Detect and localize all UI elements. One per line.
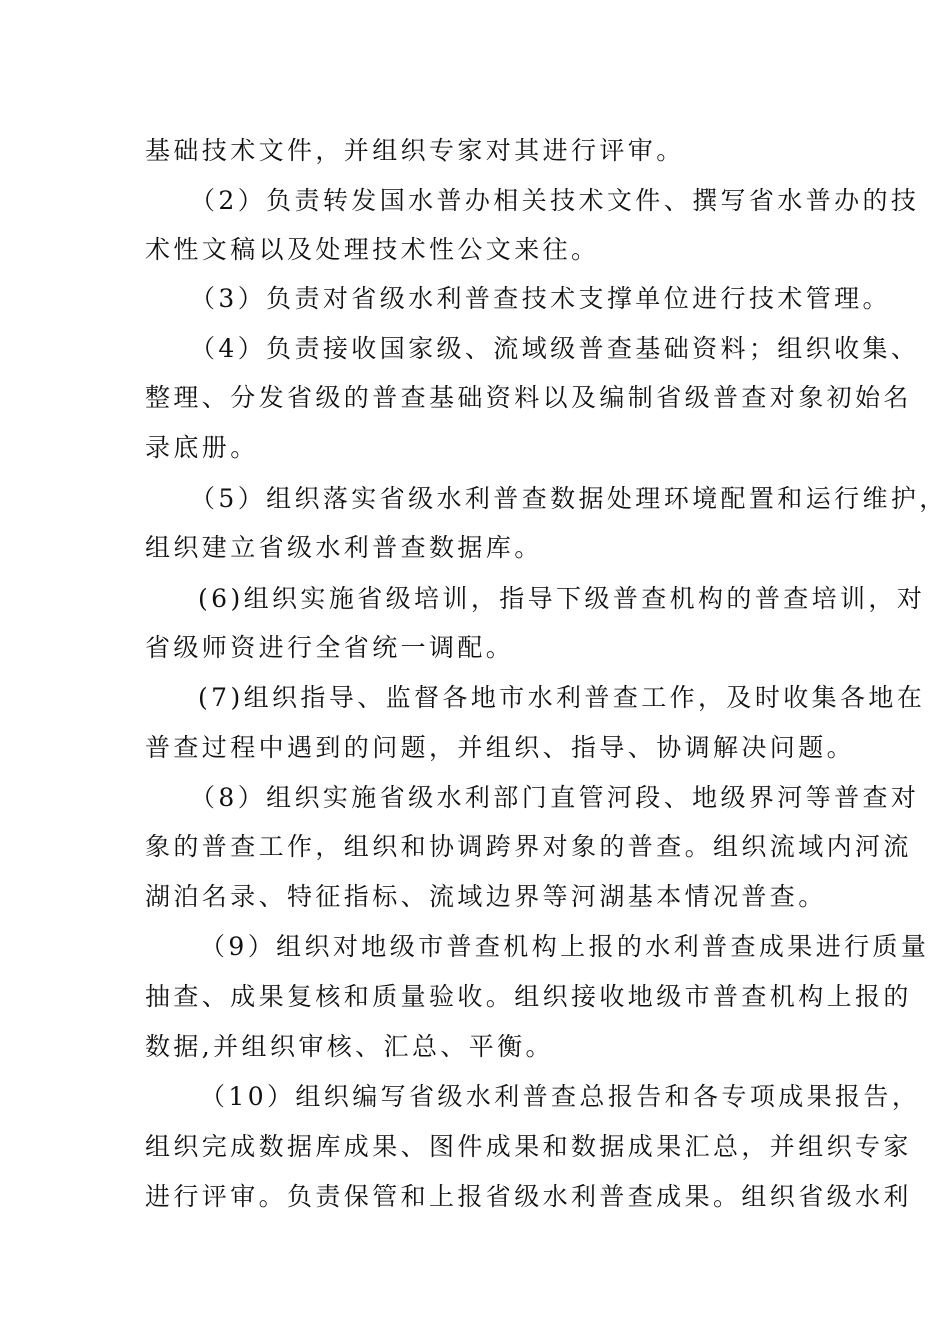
text-line-20: （10）组织编写省级水利普查总报告和各专项成果报告，: [200, 1082, 921, 1111]
text-line-21: 组织完成数据库成果、图件成果和数据成果汇总，并组织专家: [145, 1132, 912, 1161]
text-line-8: （5）组织落实省级水利普查数据处理环境配置和运行维护，: [190, 484, 948, 513]
text-line-15: 象的普查工作，组织和协调跨界对象的普查。组织流域内河流: [145, 832, 912, 861]
text-line-1: 基础技术文件，并组织专家对其进行评审。: [145, 136, 685, 165]
text-line-5: （4）负责接收国家级、流域级普查基础资料；组织收集、: [190, 334, 920, 363]
text-line-10: (6)组织实施省级培训，指导下级普查机构的普查培训，对: [198, 584, 926, 613]
text-line-2: （2）负责转发国水普办相关技术文件、撰写省水普办的技: [190, 186, 920, 215]
text-line-11: 省级师资进行全省统一调配。: [145, 633, 515, 662]
text-line-22: 进行评审。负责保管和上报省级水利普查成果。组织省级水利: [145, 1182, 912, 1211]
text-line-6: 整理、分发省级的普查基础资料以及编制省级普查对象初始名: [145, 383, 912, 412]
text-line-12: (7)组织指导、监督各地市水利普查工作，及时收集各地在: [198, 683, 926, 712]
text-line-19: 数据,并组织审核、汇总、平衡。: [145, 1032, 554, 1061]
text-line-13: 普查过程中遇到的问题，并组织、指导、协调解决问题。: [145, 733, 856, 762]
text-line-18: 抽查、成果复核和质量验收。组织接收地级市普查机构上报的: [145, 982, 912, 1011]
text-line-9: 组织建立省级水利普查数据库。: [145, 533, 543, 562]
text-line-3: 术性文稿以及处理技术性公文来往。: [145, 235, 600, 264]
text-line-4: （3）负责对省级水利普查技术支撑单位进行技术管理。: [190, 284, 891, 313]
text-line-16: 湖泊名录、特征指标、流域边界等河湖基本情况普查。: [145, 882, 827, 911]
text-line-7: 录底册。: [145, 433, 259, 462]
text-line-14: （8）组织实施省级水利部门直管河段、地级界河等普查对: [190, 783, 920, 812]
text-line-17: （9）组织对地级市普查机构上报的水利普查成果进行质量: [200, 932, 930, 961]
